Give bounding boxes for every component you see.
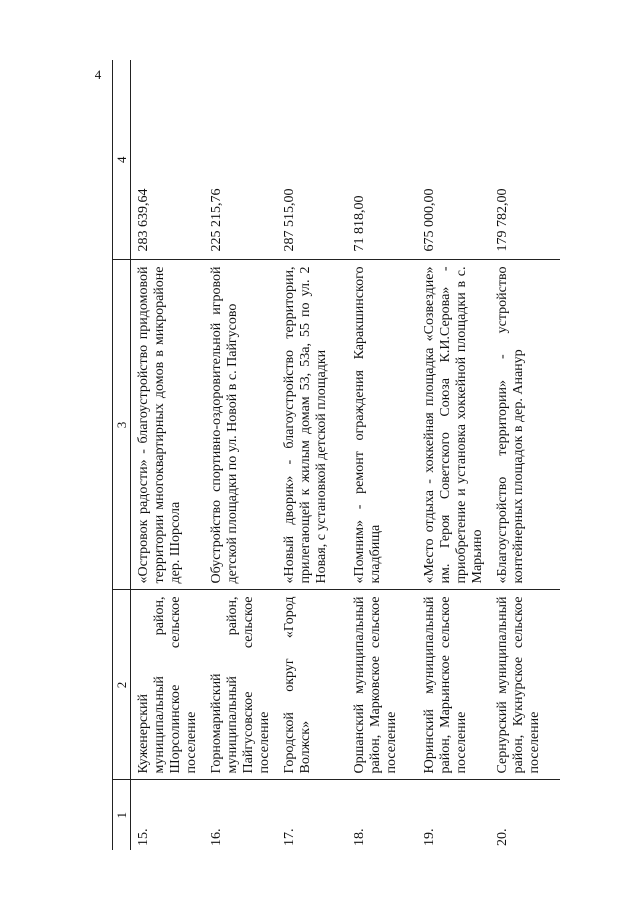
header-col-4: 4 [113, 60, 131, 260]
amount-cell: 287 515,00 [277, 60, 347, 260]
header-col-2: 2 [113, 590, 131, 780]
project-cell: «Место отдыха - хоккейная площадка «Созвездие» им. Героя Советского Союза К.И.Серова» - приобретение и установка хоккейной площадки в с. Марьино [417, 260, 490, 590]
project-cell: «Новый дворик» - благоустройство территории, прилегающей к жилым домам 53, 53а, 55 по ул. 2 Новая, с установкой детской площадки [277, 260, 347, 590]
municipality-cell: Оршанский муниципальный район, Марковское сельское поселение [347, 590, 417, 780]
table-row [417, 60, 490, 850]
header-col-1: 1 [113, 780, 131, 850]
municipality-cell: Куженерский муниципальный район, Шорсолинское сельское поселение [131, 590, 205, 780]
row-number: 19. [422, 828, 437, 846]
rotated-table-wrapper [112, 60, 542, 850]
row-number: 16. [209, 828, 224, 846]
table-row [347, 60, 417, 850]
amount-cell: 179 782,00 [490, 60, 560, 260]
row-number: 18. [352, 828, 367, 846]
table-row [204, 60, 277, 850]
municipality-cell: Юринский муниципальный район, Марьинское сельское поселение [417, 590, 490, 780]
municipality-cell: Городской округ «Город Волжск» [277, 590, 347, 780]
table-row [490, 60, 560, 850]
project-cell: Обустройство спортивно-оздоровительной игровой детской площадки по ул. Новой в с. Пайгусово [204, 260, 277, 590]
row-number: 15. [136, 828, 151, 846]
projects-table [112, 60, 542, 850]
row-number: 20. [495, 828, 510, 846]
amount-cell: 71 818,00 [347, 60, 417, 260]
project-cell: «Помним» - ремонт ограждения Каракшинского кладбища [347, 260, 417, 590]
amount-cell: 225 215,76 [204, 60, 277, 260]
project-cell: «Благоустройство территории» - устройство контейнерных площадок в дер. Ананур [490, 260, 560, 590]
header-col-3: 3 [113, 260, 131, 590]
municipality-cell: Сернурский муниципальный район, Кукнурское сельское поселение [490, 590, 560, 780]
table-header-row [113, 60, 131, 850]
municipality-cell: Горномарийский муниципальный район, Пайгусовское сельское поселение [204, 590, 277, 780]
project-cell: «Островок радости» - благоустройство придомовой территории многоквартирных домов в микрорайоне дер. Шорсола [131, 260, 205, 590]
table-row [131, 60, 205, 850]
row-number: 17. [282, 828, 297, 846]
page-number: 4 [94, 67, 102, 82]
amount-cell: 675 000,00 [417, 60, 490, 260]
amount-cell: 283 639,64 [131, 60, 205, 260]
table-row [277, 60, 347, 850]
